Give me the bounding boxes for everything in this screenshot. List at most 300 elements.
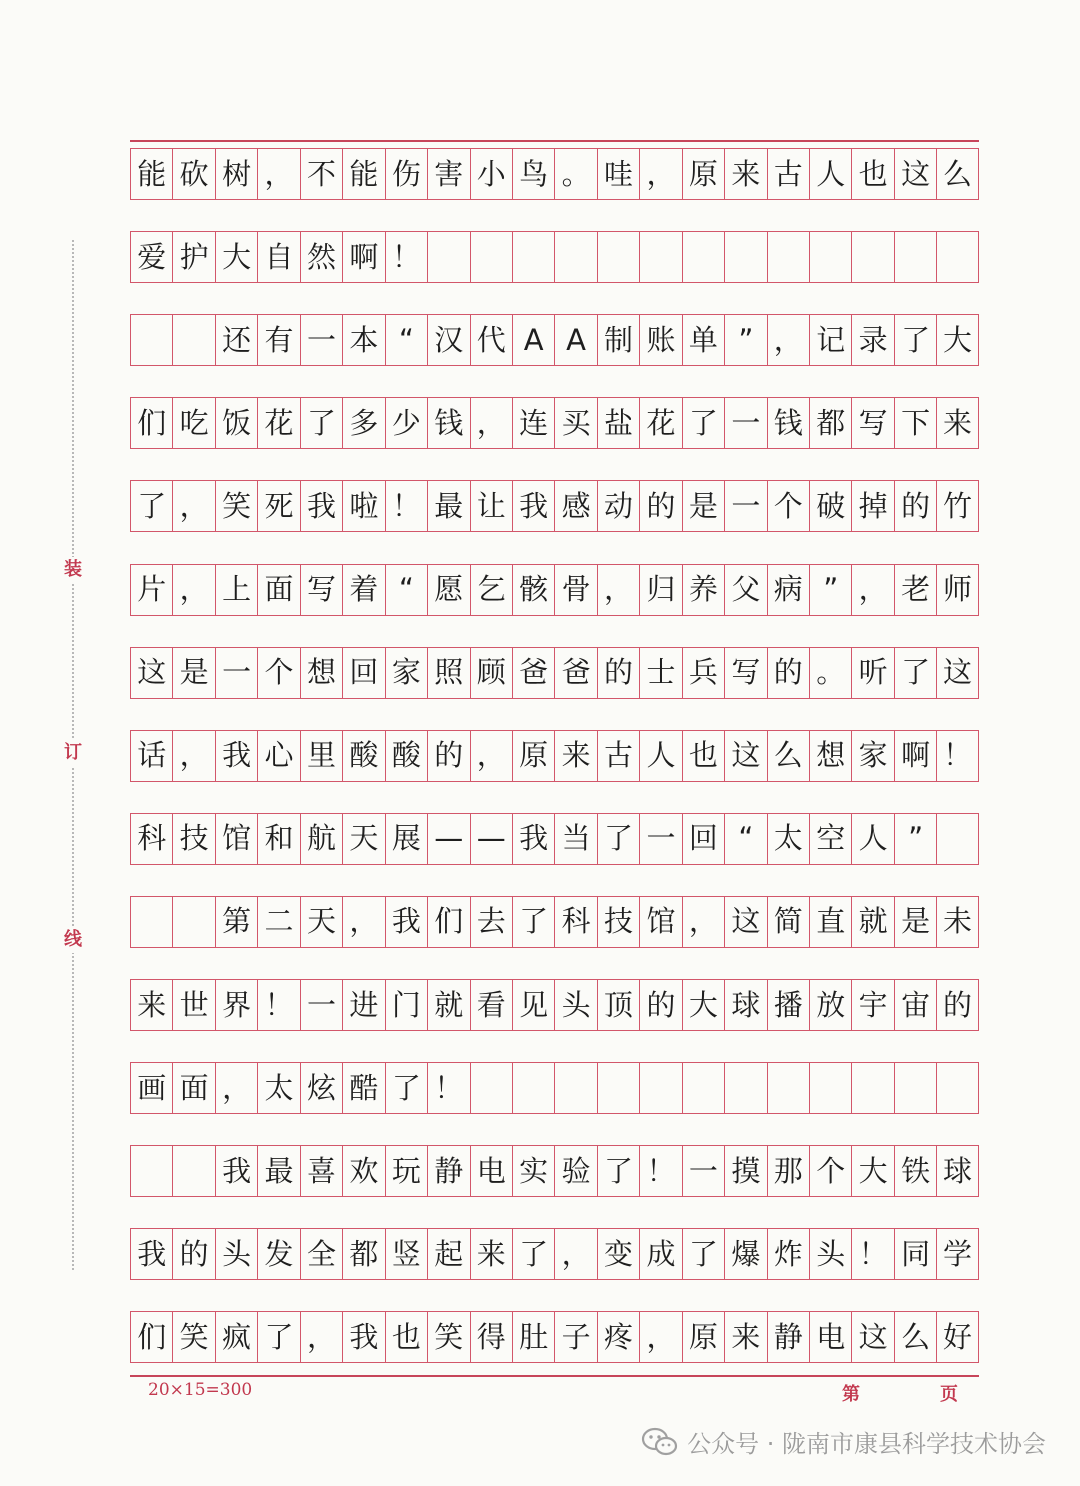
- grid-cell: ，: [639, 1312, 681, 1362]
- grid-cell: [809, 232, 851, 282]
- grid-cell: ！: [851, 1229, 893, 1279]
- grid-cell: 炸: [767, 1229, 809, 1279]
- binding-label-xian: 线: [60, 927, 86, 953]
- grid-cell: 上: [215, 565, 257, 615]
- grid-cell: 笑: [427, 1312, 469, 1362]
- grid-cell: 代: [470, 315, 512, 365]
- grid-cell: 全: [300, 1229, 342, 1279]
- grid-cell: ，: [300, 1312, 342, 1362]
- grid-cell: 个: [809, 1146, 851, 1196]
- grid-cell: 个: [767, 481, 809, 531]
- grid-cell: 这: [724, 731, 766, 781]
- grid-cell: 。: [809, 648, 851, 698]
- grid-cell: 大: [936, 315, 978, 365]
- grid-cell: 小: [470, 149, 512, 199]
- grid-cell: 的: [597, 648, 639, 698]
- grid-cell: 疼: [597, 1312, 639, 1362]
- grid-cell: 科: [554, 897, 596, 947]
- grid-cell: 制: [597, 315, 639, 365]
- grid-cell: 进: [342, 980, 384, 1030]
- grid-cell: 玩: [385, 1146, 427, 1196]
- grid-cell: 铁: [894, 1146, 936, 1196]
- grid-cell: 大: [215, 232, 257, 282]
- grid-cell: ，: [851, 565, 893, 615]
- grid-cell: 了: [300, 398, 342, 448]
- grid-cell: 多: [342, 398, 384, 448]
- grid-cell: 父: [724, 565, 766, 615]
- grid-cell: 啊: [342, 232, 384, 282]
- grid-cell: 个: [257, 648, 299, 698]
- grid-cell: 那: [767, 1146, 809, 1196]
- grid-cell: 起: [427, 1229, 469, 1279]
- grid-cell: 面: [172, 1063, 214, 1113]
- grid-cell: A: [512, 315, 554, 365]
- grid-cell: 馆: [215, 814, 257, 864]
- grid-cell: 也: [682, 731, 724, 781]
- grid-cell: 就: [427, 980, 469, 1030]
- grid-cell: 照: [427, 648, 469, 698]
- grid-cell: 原: [682, 1312, 724, 1362]
- grid-cell: [172, 315, 214, 365]
- grid-cell: [172, 1146, 214, 1196]
- grid-cell: —: [470, 814, 512, 864]
- grid-cell: 来: [936, 398, 978, 448]
- page-prefix-label: 第: [842, 1384, 860, 1405]
- grid-cell: 当: [554, 814, 596, 864]
- grid-cell: 护: [172, 232, 214, 282]
- grid-cell: 买: [554, 398, 596, 448]
- grid-cell: 回: [342, 648, 384, 698]
- grid-cell: 技: [597, 897, 639, 947]
- grid-cell: A: [554, 315, 596, 365]
- grid-cell: 球: [724, 980, 766, 1030]
- grid-cell: 花: [639, 398, 681, 448]
- grid-cell: ，: [342, 897, 384, 947]
- grid-cell: [427, 232, 469, 282]
- grid-cell: 死: [257, 481, 299, 531]
- grid-cell: 就: [851, 897, 893, 947]
- grid-row: [130, 730, 979, 782]
- grid-cell: 爱: [130, 232, 172, 282]
- grid-cell: 伤: [385, 149, 427, 199]
- grid-row: [130, 896, 979, 948]
- grid-cell: 兵: [682, 648, 724, 698]
- grid-cell: 骸: [512, 565, 554, 615]
- grid-cell: [682, 1063, 724, 1113]
- watermark-text: 公众号 · 陇南市康县科学技术协会: [687, 1430, 1046, 1458]
- grid-row: [130, 314, 979, 366]
- grid-cell: 能: [130, 149, 172, 199]
- grid-cell: 这: [894, 149, 936, 199]
- grid-cell: 去: [470, 897, 512, 947]
- grid-cell: 来: [470, 1229, 512, 1279]
- grid-cell: 了: [894, 315, 936, 365]
- grid-cell: 静: [427, 1146, 469, 1196]
- grid-cell: ，: [172, 565, 214, 615]
- grid-cell: 下: [894, 398, 936, 448]
- grid-cell: 大: [851, 1146, 893, 1196]
- grid-cell: 花: [257, 398, 299, 448]
- grid-cell: [470, 232, 512, 282]
- grid-cell: [724, 232, 766, 282]
- grid-cell: [894, 232, 936, 282]
- grid-cell: 未: [936, 897, 978, 947]
- grid-cell: 一: [724, 481, 766, 531]
- grid-cell: ，: [257, 149, 299, 199]
- grid-cell: 面: [257, 565, 299, 615]
- grid-cell: 士: [639, 648, 681, 698]
- grid-cell: “: [724, 814, 766, 864]
- grid-cell: 宇: [851, 980, 893, 1030]
- grid-cell: [936, 232, 978, 282]
- grid-cell: 片: [130, 565, 172, 615]
- grid-cell: 了: [682, 398, 724, 448]
- grid-row: [130, 1062, 979, 1114]
- grid-cell: 了: [257, 1312, 299, 1362]
- grid-cell: ！: [385, 481, 427, 531]
- grid-cell: 展: [385, 814, 427, 864]
- grid-row: [130, 397, 979, 449]
- grid-cell: 技: [172, 814, 214, 864]
- grid-cell: 心: [257, 731, 299, 781]
- grid-cell: ，: [597, 565, 639, 615]
- grid-cell: 师: [936, 565, 978, 615]
- grid-row: [130, 1228, 979, 1280]
- grid-cell: 饭: [215, 398, 257, 448]
- grid-cell: 爸: [554, 648, 596, 698]
- grid-cell: 里: [300, 731, 342, 781]
- grid-cell: 这: [130, 648, 172, 698]
- grid-cell: 大: [682, 980, 724, 1030]
- grid-cell: 宙: [894, 980, 936, 1030]
- grid-cell: 摸: [724, 1146, 766, 1196]
- grid-cell: 害: [427, 149, 469, 199]
- grid-cell: ！: [385, 232, 427, 282]
- grid-cell: 病: [767, 565, 809, 615]
- grid-cell: 么: [767, 731, 809, 781]
- grid-cell: 顶: [597, 980, 639, 1030]
- grid-cell: 吃: [172, 398, 214, 448]
- grid-cell: “: [385, 315, 427, 365]
- grid-cell: 愿: [427, 565, 469, 615]
- grid-cell: 来: [724, 1312, 766, 1362]
- grid-cell: 的: [936, 980, 978, 1030]
- grid-cell: 我: [512, 481, 554, 531]
- grid-cell: [512, 1063, 554, 1113]
- grid-cell: 想: [809, 731, 851, 781]
- grid-cell: [851, 232, 893, 282]
- grid-cell: [597, 232, 639, 282]
- grid-cell: ”: [809, 565, 851, 615]
- grid-top-rule: [130, 140, 979, 142]
- grid-cell: 和: [257, 814, 299, 864]
- grid-cell: 还: [215, 315, 257, 365]
- grid-cell: 笑: [172, 1312, 214, 1362]
- grid-cell: 了: [597, 1146, 639, 1196]
- grid-cell: 让: [470, 481, 512, 531]
- grid-cell: 们: [130, 1312, 172, 1362]
- grid-cell: 哇: [597, 149, 639, 199]
- grid-cell: 顾: [470, 648, 512, 698]
- grid-cell: 头: [809, 1229, 851, 1279]
- grid-cell: 头: [215, 1229, 257, 1279]
- grid-cell: —: [427, 814, 469, 864]
- grid-cell: [172, 897, 214, 947]
- grid-cell: 科: [130, 814, 172, 864]
- grid-cell: 来: [724, 149, 766, 199]
- grid-cell: 家: [851, 731, 893, 781]
- grid-cell: 界: [215, 980, 257, 1030]
- grid-cell: 一: [682, 1146, 724, 1196]
- grid-cell: 了: [385, 1063, 427, 1113]
- grid-cell: 笑: [215, 481, 257, 531]
- grid-cell: 感: [554, 481, 596, 531]
- grid-cell: 账: [639, 315, 681, 365]
- grid-cell: 变: [597, 1229, 639, 1279]
- grid-cell: 破: [809, 481, 851, 531]
- grid-count-label: 20×15=300: [148, 1380, 253, 1400]
- grid-cell: ，: [470, 398, 512, 448]
- grid-row: [130, 647, 979, 699]
- grid-cell: ，: [172, 481, 214, 531]
- grid-cell: 爆: [724, 1229, 766, 1279]
- grid-cell: 们: [130, 398, 172, 448]
- grid-row: [130, 813, 979, 865]
- grid-cell: ！: [639, 1146, 681, 1196]
- grid-cell: 想: [300, 648, 342, 698]
- grid-cell: 一: [639, 814, 681, 864]
- grid-cell: 见: [512, 980, 554, 1030]
- page-suffix-label: 页: [940, 1384, 958, 1405]
- grid-cell: 爸: [512, 648, 554, 698]
- grid-cell: 的: [894, 481, 936, 531]
- grid-cell: 最: [427, 481, 469, 531]
- grid-cell: 门: [385, 980, 427, 1030]
- grid-cell: 二: [257, 897, 299, 947]
- grid-cell: 砍: [172, 149, 214, 199]
- grid-cell: 太: [767, 814, 809, 864]
- grid-cell: 能: [342, 149, 384, 199]
- grid-cell: 钱: [427, 398, 469, 448]
- grid-cell: [724, 1063, 766, 1113]
- grid-cell: 欢: [342, 1146, 384, 1196]
- grid-cell: 放: [809, 980, 851, 1030]
- grid-cell: 本: [342, 315, 384, 365]
- grid-cell: [767, 1063, 809, 1113]
- grid-cell: ”: [894, 814, 936, 864]
- grid-cell: [894, 1063, 936, 1113]
- grid-cell: 验: [554, 1146, 596, 1196]
- grid-cell: [809, 1063, 851, 1113]
- grid-cell: 都: [342, 1229, 384, 1279]
- grid-cell: 来: [554, 731, 596, 781]
- grid-cell: 喜: [300, 1146, 342, 1196]
- grid-cell: 鸟: [512, 149, 554, 199]
- grid-cell: 画: [130, 1063, 172, 1113]
- grid-cell: 啦: [342, 481, 384, 531]
- grid-cell: [851, 1063, 893, 1113]
- grid-cell: 人: [809, 149, 851, 199]
- grid-cell: 我: [215, 731, 257, 781]
- grid-cell: 自: [257, 232, 299, 282]
- grid-cell: 了: [130, 481, 172, 531]
- grid-cell: 我: [300, 481, 342, 531]
- grid-cell: ，: [639, 149, 681, 199]
- grid-cell: 写: [300, 565, 342, 615]
- binding-label-ding: 订: [60, 740, 86, 766]
- grid-cell: 。: [554, 149, 596, 199]
- grid-cell: [597, 1063, 639, 1113]
- grid-cell: 天: [300, 897, 342, 947]
- grid-cell: 这: [724, 897, 766, 947]
- grid-cell: 录: [851, 315, 893, 365]
- grid-cell: [639, 1063, 681, 1113]
- grid-cell: 一: [724, 398, 766, 448]
- grid-cell: 炫: [300, 1063, 342, 1113]
- grid-cell: 航: [300, 814, 342, 864]
- grid-cell: 古: [767, 149, 809, 199]
- grid-cell: [682, 232, 724, 282]
- grid-cell: 人: [851, 814, 893, 864]
- grid-cell: 太: [257, 1063, 299, 1113]
- grid-cell: 发: [257, 1229, 299, 1279]
- grid-cell: 我: [215, 1146, 257, 1196]
- grid-cell: ，: [172, 731, 214, 781]
- grid-cell: [936, 814, 978, 864]
- grid-cell: 的: [427, 731, 469, 781]
- grid-cell: ，: [682, 897, 724, 947]
- grid-cell: 人: [639, 731, 681, 781]
- binding-label-zhuang: 装: [60, 557, 86, 583]
- grid-cell: 实: [512, 1146, 554, 1196]
- grid-row: [130, 1145, 979, 1197]
- grid-cell: 得: [470, 1312, 512, 1362]
- grid-row: [130, 148, 979, 200]
- grid-cell: 静: [767, 1312, 809, 1362]
- grid-cell: 了: [512, 1229, 554, 1279]
- grid-cell: [554, 232, 596, 282]
- grid-cell: 直: [809, 897, 851, 947]
- grid-cell: 简: [767, 897, 809, 947]
- grid-cell: 一: [300, 980, 342, 1030]
- grid-cell: 然: [300, 232, 342, 282]
- grid-cell: 么: [894, 1312, 936, 1362]
- grid-cell: 这: [851, 1312, 893, 1362]
- grid-cell: 最: [257, 1146, 299, 1196]
- grid-cell: ！: [427, 1063, 469, 1113]
- grid-row: [130, 231, 979, 283]
- grid-cell: 我: [512, 814, 554, 864]
- grid-cell: ，: [767, 315, 809, 365]
- grid-cell: 着: [342, 565, 384, 615]
- grid-cell: 记: [809, 315, 851, 365]
- grid-cell: 世: [172, 980, 214, 1030]
- grid-cell: 酸: [342, 731, 384, 781]
- grid-cell: 学: [936, 1229, 978, 1279]
- grid-cell: 的: [639, 481, 681, 531]
- grid-cell: 乞: [470, 565, 512, 615]
- grid-cell: 听: [851, 648, 893, 698]
- grid-cell: 是: [172, 648, 214, 698]
- grid-cell: 我: [130, 1229, 172, 1279]
- grid-cell: 钱: [767, 398, 809, 448]
- grid-cell: 第: [215, 897, 257, 947]
- grid-cell: ”: [724, 315, 766, 365]
- grid-cell: 一: [300, 315, 342, 365]
- grid-cell: 写: [724, 648, 766, 698]
- grid-cell: 了: [512, 897, 554, 947]
- grid-cell: 的: [172, 1229, 214, 1279]
- grid-cell: [512, 232, 554, 282]
- grid-cell: 骨: [554, 565, 596, 615]
- grid-cell: 是: [682, 481, 724, 531]
- grid-cell: 不: [300, 149, 342, 199]
- grid-cell: 一: [215, 648, 257, 698]
- grid-cell: 竹: [936, 481, 978, 531]
- grid-cell: 成: [639, 1229, 681, 1279]
- grid-cell: 酸: [385, 731, 427, 781]
- grid-cell: ！: [257, 980, 299, 1030]
- grid-cell: 都: [809, 398, 851, 448]
- grid-cell: 了: [894, 648, 936, 698]
- grid-cell: 我: [385, 897, 427, 947]
- grid-cell: 播: [767, 980, 809, 1030]
- grid-bottom-rule: [130, 1375, 979, 1377]
- grid-row: [130, 564, 979, 616]
- grid-cell: 看: [470, 980, 512, 1030]
- grid-cell: 单: [682, 315, 724, 365]
- grid-cell: 这: [936, 648, 978, 698]
- grid-cell: 酷: [342, 1063, 384, 1113]
- grid-cell: 好: [936, 1312, 978, 1362]
- grid-cell: 子: [554, 1312, 596, 1362]
- grid-cell: 连: [512, 398, 554, 448]
- grid-cell: 回: [682, 814, 724, 864]
- grid-cell: [554, 1063, 596, 1113]
- grid-cell: 写: [851, 398, 893, 448]
- grid-cell: [936, 1063, 978, 1113]
- grid-cell: 了: [597, 814, 639, 864]
- grid-cell: 我: [342, 1312, 384, 1362]
- wechat-icon: [641, 1427, 679, 1457]
- watermark: [641, 1424, 1046, 1459]
- grid-cell: 天: [342, 814, 384, 864]
- grid-cell: ，: [215, 1063, 257, 1113]
- grid-cell: [767, 232, 809, 282]
- grid-cell: 头: [554, 980, 596, 1030]
- grid-cell: [470, 1063, 512, 1113]
- grid-cell: [130, 897, 172, 947]
- grid-cell: 的: [639, 980, 681, 1030]
- grid-cell: 家: [385, 648, 427, 698]
- grid-cell: 也: [851, 149, 893, 199]
- grid-cell: 话: [130, 731, 172, 781]
- grid-cell: 了: [682, 1229, 724, 1279]
- grid-cell: 古: [597, 731, 639, 781]
- grid-cell: 动: [597, 481, 639, 531]
- grid-cell: [130, 315, 172, 365]
- grid-cell: 归: [639, 565, 681, 615]
- grid-cell: 汉: [427, 315, 469, 365]
- grid-cell: [130, 1146, 172, 1196]
- grid-cell: 的: [767, 648, 809, 698]
- grid-row: [130, 480, 979, 532]
- grid-cell: 来: [130, 980, 172, 1030]
- grid-cell: “: [385, 565, 427, 615]
- grid-cell: ，: [554, 1229, 596, 1279]
- grid-cell: 原: [512, 731, 554, 781]
- grid-cell: 盐: [597, 398, 639, 448]
